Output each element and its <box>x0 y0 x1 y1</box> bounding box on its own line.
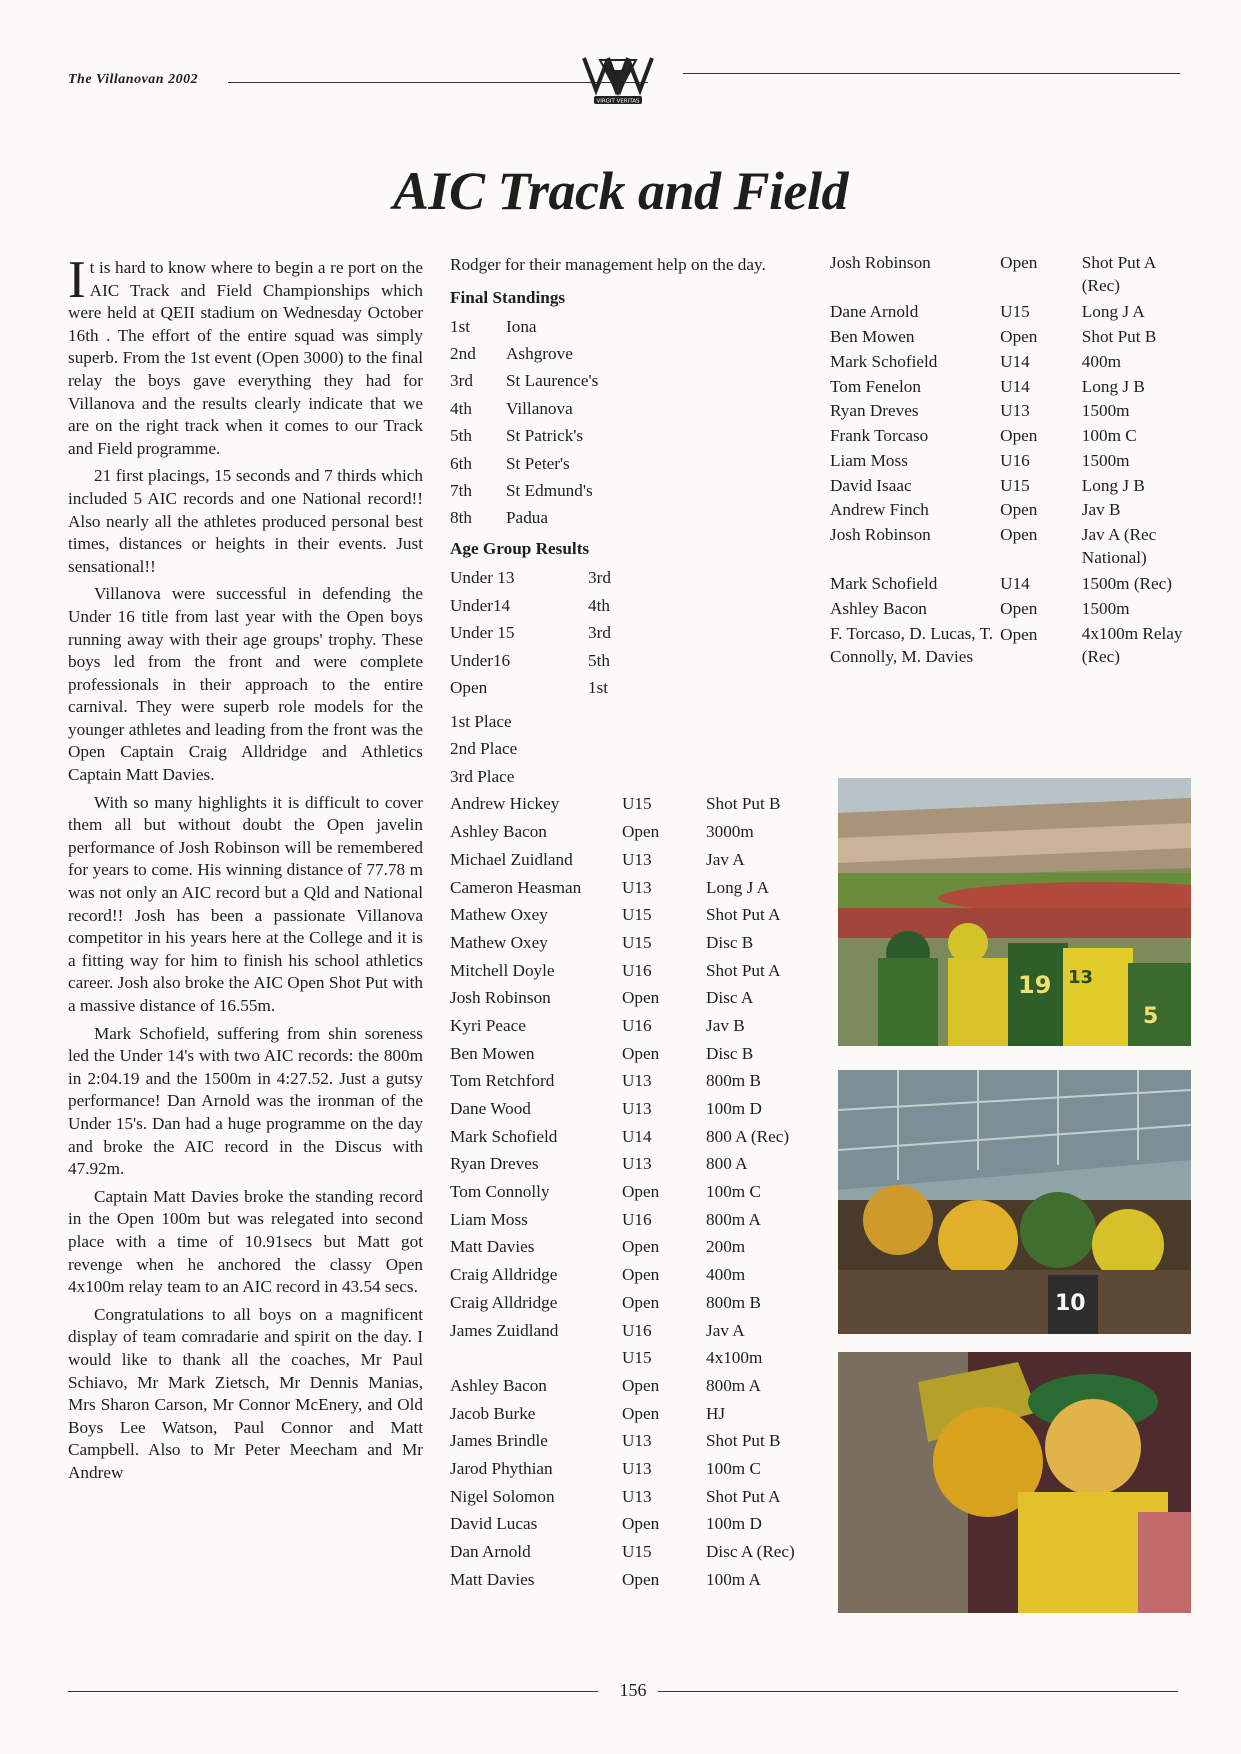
age-division: U16 <box>622 1320 652 1340</box>
standing-school: St Peter's <box>506 453 570 473</box>
result-row <box>830 450 1190 473</box>
age-division: Open <box>1000 525 1038 545</box>
result-row <box>830 524 1190 569</box>
supporter-face-paint-photo <box>838 1352 1191 1613</box>
age-division: Open <box>1000 500 1038 520</box>
athlete-name: Nigel Solomon <box>450 1486 555 1506</box>
result-row <box>830 425 1190 448</box>
result-row <box>450 1123 810 1151</box>
standing-position: 4th <box>450 398 472 418</box>
event-name: Long J A <box>1081 302 1145 322</box>
athlete-name: Mark Schofield <box>830 351 938 371</box>
result-row <box>830 400 1190 423</box>
result-row <box>450 1455 810 1483</box>
standing-position: 6th <box>450 453 472 473</box>
athlete-name: Ben Mowen <box>450 1043 535 1063</box>
athlete-name: Jarod Phythian <box>450 1458 553 1478</box>
event-name: Shot Put A (Rec) <box>1081 253 1156 295</box>
event-name: Jav B <box>1081 500 1121 520</box>
jersey-number: 5 <box>1143 1004 1159 1029</box>
celebrating-students-photo <box>838 1070 1191 1334</box>
event-name: Shot Put B <box>706 1431 781 1451</box>
event-name: Long J A <box>706 877 770 897</box>
article-paragraph-continued: Rodger for their management help on the day. <box>450 255 766 274</box>
event-name: 800m A <box>706 1375 761 1395</box>
event-name: Shot Put A <box>706 960 781 980</box>
age-group-place: 5th <box>588 650 610 670</box>
age-division: U14 <box>622 1126 652 1146</box>
place-legend-item: 1st Place <box>450 711 512 731</box>
age-division: U16 <box>622 1015 652 1035</box>
event-name: HJ <box>706 1403 726 1423</box>
result-row <box>830 623 1190 668</box>
event-name: 100m C <box>1081 426 1137 446</box>
athlete-name: Craig Alldridge <box>450 1292 558 1312</box>
result-row <box>450 1068 810 1096</box>
result-row <box>450 1428 810 1456</box>
athlete-name: Mark Schofield <box>830 574 938 594</box>
age-division: U14 <box>1000 351 1030 371</box>
result-row <box>830 376 1190 399</box>
standing-position: 2nd <box>450 343 476 363</box>
athlete-name: Liam Moss <box>830 450 908 470</box>
standing-school: St Edmund's <box>506 480 593 500</box>
article-body <box>68 251 423 1489</box>
event-name: Disc B <box>706 1043 754 1063</box>
result-row <box>450 1483 810 1511</box>
standing-school: St Patrick's <box>506 426 584 446</box>
athlete-name: Liam Moss <box>450 1209 528 1229</box>
result-row <box>450 902 810 930</box>
age-division: Open <box>1000 253 1038 272</box>
standing-school: Iona <box>506 316 537 336</box>
event-name: 3000m <box>706 822 754 842</box>
event-name: Shot Put A <box>706 1486 781 1506</box>
athlete-name: Mathew Oxey <box>450 932 548 952</box>
event-name: Shot Put B <box>1081 326 1157 346</box>
page-header <box>68 60 1178 120</box>
standing-row <box>450 423 810 450</box>
age-division: U13 <box>622 877 652 897</box>
result-row <box>450 1179 810 1207</box>
event-name: 800m B <box>706 1071 761 1091</box>
age-division: U13 <box>622 849 652 869</box>
age-division: U13 <box>622 1154 652 1174</box>
stadium-crowd-photo <box>838 778 1191 1046</box>
event-name: 800m B <box>706 1292 761 1312</box>
result-row <box>450 1511 810 1539</box>
standing-row <box>450 368 810 395</box>
age-division: Open <box>622 1403 660 1423</box>
event-name: 100m D <box>706 1514 762 1534</box>
age-division: U14 <box>1000 574 1030 594</box>
standing-school: Ashgrove <box>506 343 573 363</box>
result-row <box>830 301 1190 324</box>
age-division: Open <box>622 1569 660 1589</box>
age-group-name: Open <box>450 678 488 698</box>
age-group-row <box>450 620 810 648</box>
age-division: U16 <box>1000 450 1030 470</box>
athlete-name: Ryan Dreves <box>830 401 919 421</box>
event-name: 100m A <box>706 1569 761 1589</box>
age-division: Open <box>622 1292 660 1312</box>
athlete-name: Mark Schofield <box>450 1126 558 1146</box>
age-division: Open <box>622 1043 660 1063</box>
age-division: U13 <box>622 1431 652 1451</box>
result-row <box>830 598 1190 621</box>
result-row <box>830 499 1190 522</box>
age-division: U15 <box>622 1542 652 1562</box>
age-group-row <box>450 592 810 620</box>
event-name: 1500m (Rec) <box>1081 574 1173 594</box>
event-name: Shot Put A <box>706 905 781 925</box>
standing-row <box>450 313 810 340</box>
athlete-name: Josh Robinson <box>830 525 931 545</box>
standing-position: 5th <box>450 426 472 446</box>
page-number: 156 <box>619 1680 647 1700</box>
header-rule-right <box>683 73 1180 74</box>
age-division: Open <box>1000 426 1038 446</box>
event-name: 1500m <box>1081 450 1130 470</box>
event-name: 1500m <box>1081 599 1130 619</box>
standing-row <box>450 395 810 422</box>
event-name: 4x100m <box>706 1348 763 1368</box>
result-row <box>830 475 1190 498</box>
result-row <box>450 1400 810 1428</box>
athlete-name: Tom Retchford <box>450 1071 555 1091</box>
event-name: Disc A <box>706 988 754 1008</box>
athlete-name: Mathew Oxey <box>450 905 548 925</box>
age-division: Open <box>622 1265 660 1285</box>
athlete-name: Cameron Heasman <box>450 877 582 897</box>
event-name: 100m C <box>706 1182 761 1202</box>
age-division: U16 <box>622 1209 652 1229</box>
results-column-3 <box>830 252 1190 670</box>
athlete-name: Mitchell Doyle <box>450 960 555 980</box>
result-row <box>450 1151 810 1179</box>
result-row <box>450 846 810 874</box>
standing-position: 7th <box>450 480 472 500</box>
athlete-name: Craig Alldridge <box>450 1265 558 1285</box>
age-division: U13 <box>622 1071 652 1091</box>
footer-rule-left <box>68 1691 598 1692</box>
athlete-name: Josh Robinson <box>450 988 551 1008</box>
age-division: Open <box>622 1237 660 1257</box>
event-name: 800m A <box>706 1209 761 1229</box>
athlete-name: Matt Davies <box>450 1237 535 1257</box>
athlete-name: Tom Fenelon <box>830 376 921 396</box>
age-group-row <box>450 675 810 703</box>
jersey-number: 10 <box>1055 1291 1086 1316</box>
athlete-name: F. Torcaso, D. Lucas, T. Connolly, M. Davies <box>830 623 994 666</box>
event-name: 200m <box>706 1237 746 1257</box>
standing-row <box>450 450 810 477</box>
event-name: Disc B <box>706 932 754 952</box>
age-group-name: Under14 <box>450 595 511 615</box>
standing-row <box>450 341 810 368</box>
age-group-row <box>450 565 810 593</box>
age-division: U13 <box>1000 401 1030 421</box>
age-division: U15 <box>622 905 652 925</box>
event-name: 1500m <box>1081 401 1130 421</box>
event-name: Disc A (Rec) <box>706 1542 795 1562</box>
athlete-name: James Zuidland <box>450 1320 559 1340</box>
page-title: AIC Track and Field <box>392 161 849 221</box>
article-paragraph: Villanova were successful in defending the Under 16 title from last year with the Open boys running away with their age groups' trophy. These boys led from the front and were complete professionals in their approach to the entire carnival. They were superb role models for the younger athletes and leading from the front was the Open Captain Craig Alldridge and Athletics Captain Matt Davies. <box>68 584 423 785</box>
result-row <box>830 252 1190 297</box>
athlete-name: Dane Arnold <box>830 302 919 322</box>
final-standings-heading: Final Standings <box>450 287 566 307</box>
result-row <box>450 1566 810 1594</box>
article-paragraph: Mark Schofield, suffering from shin soreness led the Under 14's with two AIC records: the 800m in 2:04.19 and the 1500m in 4:27.52. Just a gutsy performance! Dan Arnold was the ironman of the Under 15's. Dan had a huge programme on the day and broke the AIC record in the Discus with 47.92m. <box>68 1023 423 1179</box>
age-group-name: Under 15 <box>450 623 515 643</box>
article-paragraph: Congratulations to all boys on a magnificent display of team comradarie and spirit on the day. I would like to thank all the coaches, Mr Paul Schiavo, Mr Mark Zietsch, Mr Dennis Manias, Mrs Sharon Carson, Mr Connor McEnery, and Old Boys Lee Watson, Paul Connor and Matt Campbell. Also to Mr Peter Meecham and Mr Andrew <box>68 1304 423 1482</box>
villanova-crest-logo <box>580 50 656 110</box>
age-group-row <box>450 647 810 675</box>
event-name: Long J B <box>1081 376 1145 396</box>
result-row <box>450 1262 810 1290</box>
age-division: U15 <box>622 794 652 814</box>
event-name: 800 A (Rec) <box>706 1126 790 1146</box>
page-footer <box>68 1676 1178 1706</box>
athlete-name: Andrew Finch <box>830 500 929 520</box>
result-row <box>830 573 1190 596</box>
standing-school: Padua <box>506 508 549 528</box>
age-division: U15 <box>1000 475 1030 495</box>
result-row <box>830 351 1190 374</box>
result-row <box>450 1289 810 1317</box>
age-division: U15 <box>1000 302 1030 322</box>
event-results-list <box>830 252 1190 668</box>
result-row <box>450 1040 810 1068</box>
athlete-name: Kyri Peace <box>450 1015 526 1035</box>
event-name: 4x100m Relay (Rec) <box>1081 623 1183 666</box>
age-group-place: 4th <box>588 595 610 615</box>
article-paragraph: Captain Matt Davies broke the standing record in the Open 100m but was relegated into second place with a time of 10.91secs but Matt got revenge when he anchored the classy Open 4x100m relay team to an AIC record in 43.54 secs. <box>68 1186 423 1297</box>
article-paragraph: With so many highlights it is difficult to cover them all but without doubt the Open javelin performance of Josh Robinson will be remembered for years to come. His winning distance of 77.78 m was not only an AIC record but a Qld and National record!! Josh has been a passionate Villanova competitor in his years here at the College and it is a fitting way for him to finish his school athletics career. Josh also broke the AIC Open Shot Put with a massive distance of 16.55m. <box>68 792 423 1015</box>
standing-position: 1st <box>450 316 471 336</box>
age-division: U16 <box>622 960 652 980</box>
athlete-name: Ashley Bacon <box>450 822 547 842</box>
age-division: Open <box>1000 624 1038 644</box>
age-group-place: 1st <box>588 678 609 698</box>
standing-position: 3rd <box>450 371 473 391</box>
event-name: Jav A <box>706 1320 745 1340</box>
places-legend <box>450 708 810 791</box>
result-row <box>450 985 810 1013</box>
result-row <box>450 1095 810 1123</box>
place-legend-item: 2nd Place <box>450 739 518 759</box>
athlete-name: Dane Wood <box>450 1099 531 1119</box>
athlete-name: Josh Robinson <box>830 253 931 272</box>
standing-row <box>450 505 810 532</box>
age-division: Open <box>1000 326 1038 346</box>
athlete-name: David Lucas <box>450 1514 538 1534</box>
age-division: Open <box>622 822 660 842</box>
athlete-name: Andrew Hickey <box>450 794 560 814</box>
age-division: U15 <box>622 1348 652 1368</box>
standing-row <box>450 478 810 505</box>
result-row <box>450 1317 810 1345</box>
athlete-name: Ashley Bacon <box>450 1375 547 1395</box>
age-group-name: Under 13 <box>450 568 515 588</box>
athlete-name: Michael Zuidland <box>450 849 573 869</box>
result-row <box>830 326 1190 349</box>
age-division: U13 <box>622 1458 652 1478</box>
result-row <box>450 1345 810 1373</box>
athlete-name: Matt Davies <box>450 1569 535 1589</box>
result-row <box>450 1234 810 1262</box>
result-row <box>450 929 810 957</box>
athlete-name: Ben Mowen <box>830 326 915 346</box>
drop-cap: I <box>68 251 86 309</box>
result-row <box>450 957 810 985</box>
age-division: Open <box>622 1514 660 1534</box>
athlete-name: James Brindle <box>450 1431 548 1451</box>
logo-motto: VIRGIT VERITAS <box>596 98 640 105</box>
athlete-name: Tom Connolly <box>450 1182 550 1202</box>
athlete-name: David Isaac <box>830 475 912 495</box>
age-group-name: Under16 <box>450 650 511 670</box>
athlete-name: Jacob Burke <box>450 1403 536 1423</box>
event-results-list <box>450 791 810 1594</box>
athlete-name: Dan Arnold <box>450 1542 531 1562</box>
age-division: U15 <box>622 932 652 952</box>
article-paragraph: It is hard to know where to begin a re port on the AIC Track and Field Championships which were held at QEII stadium on Wednesday October 16th . The effort of the entire squad was simply superb. From the 1st event (Open 3000) to the final relay the boys gave everything they had for Villanova and the results clearly indicate that we are on the right track when it comes to our Track and Field programme. <box>68 251 423 458</box>
age-division: Open <box>622 1182 660 1202</box>
event-name: Jav A <box>706 849 745 869</box>
standing-school: St Laurence's <box>506 371 599 391</box>
age-division: U13 <box>622 1099 652 1119</box>
age-division: Open <box>622 988 660 1008</box>
event-name: Jav B <box>706 1015 745 1035</box>
result-row <box>450 1206 810 1234</box>
place-legend-item: 3rd Place <box>450 766 515 786</box>
jersey-number: 19 <box>1018 971 1052 999</box>
event-name: Long J B <box>1081 475 1145 495</box>
age-division: U13 <box>622 1486 652 1506</box>
standing-school: Villanova <box>506 398 573 418</box>
event-name: Shot Put B <box>706 794 781 814</box>
results-column-2 <box>450 254 810 1594</box>
result-row <box>450 1012 810 1040</box>
age-group-heading: Age Group Results <box>450 539 590 559</box>
result-row <box>450 1538 810 1566</box>
event-name: Jav A (Rec National) <box>1081 525 1157 567</box>
athlete-name: Frank Torcaso <box>830 426 929 446</box>
result-row <box>450 1372 810 1400</box>
age-group-place: 3rd <box>588 623 611 643</box>
age-division: U14 <box>1000 376 1030 396</box>
article-paragraph: 21 first placings, 15 seconds and 7 thirds which included 5 AIC records and one National record!! Also nearly all the athletes produced personal best times, distances or heights in their events. Just sensational!! <box>68 466 423 576</box>
age-division: Open <box>622 1375 660 1395</box>
standing-position: 8th <box>450 508 472 528</box>
event-name: 400m <box>1081 351 1121 371</box>
athlete-name: Ashley Bacon <box>830 599 927 619</box>
result-row <box>450 791 810 819</box>
footer-rule-right <box>658 1691 1178 1692</box>
publication-title: The Villanovan 2002 <box>68 72 199 87</box>
result-row <box>450 874 810 902</box>
event-name: 400m <box>706 1265 746 1285</box>
age-group-results-list <box>450 565 810 703</box>
final-standings-list <box>450 313 810 532</box>
jersey-number: 13 <box>1068 967 1094 988</box>
event-name: 800 A <box>706 1154 748 1174</box>
age-division: Open <box>1000 599 1038 619</box>
result-row <box>450 819 810 847</box>
event-name: 100m C <box>706 1458 761 1478</box>
age-group-place: 3rd <box>588 568 611 588</box>
event-name: 100m D <box>706 1099 762 1119</box>
athlete-name: Ryan Dreves <box>450 1154 539 1174</box>
